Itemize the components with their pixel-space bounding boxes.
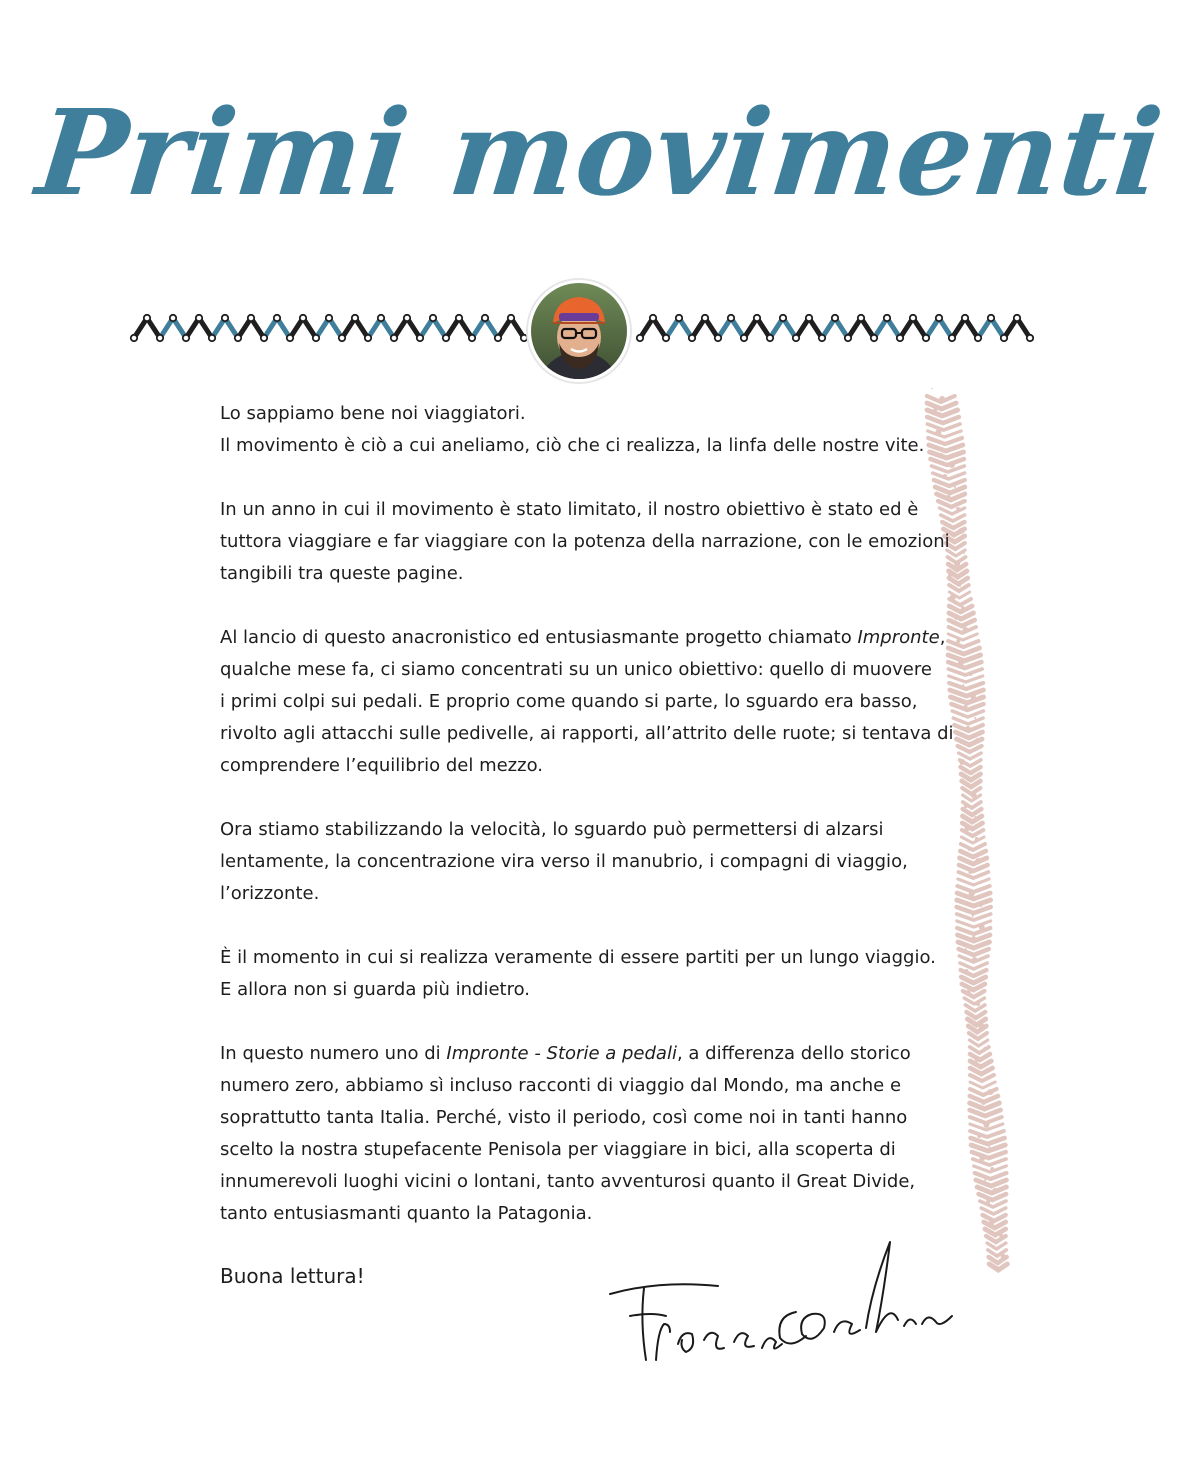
paragraph-2-line-3: tangibili tra queste pagine. bbox=[220, 563, 464, 584]
paragraph-6-line-3: soprattutto tanta Italia. Perché, visto il periodo, così come noi in tanti hanno bbox=[220, 1107, 908, 1128]
author-signature bbox=[600, 1232, 970, 1372]
paragraph-1-line-2: Il movimento è ciò a cui aneliamo, ciò che ci realizza, la linfa delle nostre vite. bbox=[220, 435, 925, 456]
magazine-name: Impronte bbox=[857, 627, 940, 648]
paragraph-5-line-1: È il momento in cui si realizza veramente di essere partiti per un lungo viaggio. bbox=[220, 947, 936, 968]
tire-track-decoration bbox=[902, 388, 1052, 1288]
paragraph-4-line-3: l’orizzonte. bbox=[220, 883, 320, 904]
author-avatar bbox=[528, 280, 630, 382]
text-span: , a differenza dello storico bbox=[676, 1043, 911, 1064]
bike-chain-divider-right bbox=[634, 308, 1034, 348]
paragraph-6-line-2: numero zero, abbiamo sì incluso racconti di viaggio dal Mondo, ma anche e bbox=[220, 1075, 902, 1096]
bike-chain-divider-left bbox=[128, 308, 528, 348]
paragraph-2-line-2: tuttora viaggiare e far viaggiare con la potenza della narrazione, con le emozioni bbox=[220, 531, 950, 552]
magazine-full-name: Impronte - Storie a pedali bbox=[446, 1043, 677, 1064]
paragraph-3-line-1 bbox=[220, 622, 946, 654]
paragraph-3-line-3: i primi colpi sui pedali. E proprio come quando si parte, lo sguardo era basso, bbox=[220, 691, 918, 712]
paragraph-6-line-4: scelto la nostra stupefacente Penisola per viaggiare in bici, alla scoperta di bbox=[220, 1139, 896, 1160]
paragraph-4 bbox=[220, 814, 920, 910]
paragraph-3-line-5: comprendere l’equilibrio del mezzo. bbox=[220, 755, 543, 776]
paragraph-5-line-2: E allora non si guarda più indietro. bbox=[220, 979, 531, 1000]
editorial-letter bbox=[220, 398, 954, 1324]
text-span: Al lancio di questo anacronistico ed entusiasmante progetto chiamato bbox=[220, 627, 858, 648]
paragraph-3-line-4: rivolto agli attacchi sulle pedivelle, ai rapporti, all’attrito delle ruote; si tentava di bbox=[220, 723, 954, 744]
paragraph-6-line-1 bbox=[220, 1038, 920, 1070]
page-title: Primi movimenti bbox=[30, 83, 1170, 222]
paragraph-6-line-5: innumerevoli luoghi vicini o lontani, tanto avventurosi quanto il Great Divide, bbox=[220, 1171, 916, 1192]
paragraph-1-line-1: Lo sappiamo bene noi viaggiatori. bbox=[220, 403, 526, 424]
paragraph-6 bbox=[220, 1038, 920, 1230]
text-span: In questo numero uno di bbox=[220, 1043, 447, 1064]
paragraph-5 bbox=[220, 942, 936, 1006]
paragraph-1 bbox=[220, 398, 925, 462]
paragraph-4-line-1: Ora stiamo stabilizzando la velocità, lo sguardo può permettersi di alzarsi bbox=[220, 819, 884, 840]
paragraph-6-line-6: tanto entusiasmanti quanto la Patagonia. bbox=[220, 1203, 593, 1224]
paragraph-2-line-1: In un anno in cui il movimento è stato limitato, il nostro obiettivo è stato ed è bbox=[220, 499, 919, 520]
paragraph-3-line-2: qualche mese fa, ci siamo concentrati su un unico obiettivo: quello di muovere bbox=[220, 659, 932, 680]
paragraph-4-line-2: lentamente, la concentrazione vira verso il manubrio, i compagni di viaggio, bbox=[220, 851, 908, 872]
paragraph-3 bbox=[220, 622, 954, 782]
signature-text: Francesco Bordin bbox=[780, 1370, 790, 1371]
paragraph-2 bbox=[220, 494, 950, 590]
text-span: , bbox=[939, 627, 946, 648]
closing-line: Buona lettura! bbox=[220, 1264, 365, 1288]
